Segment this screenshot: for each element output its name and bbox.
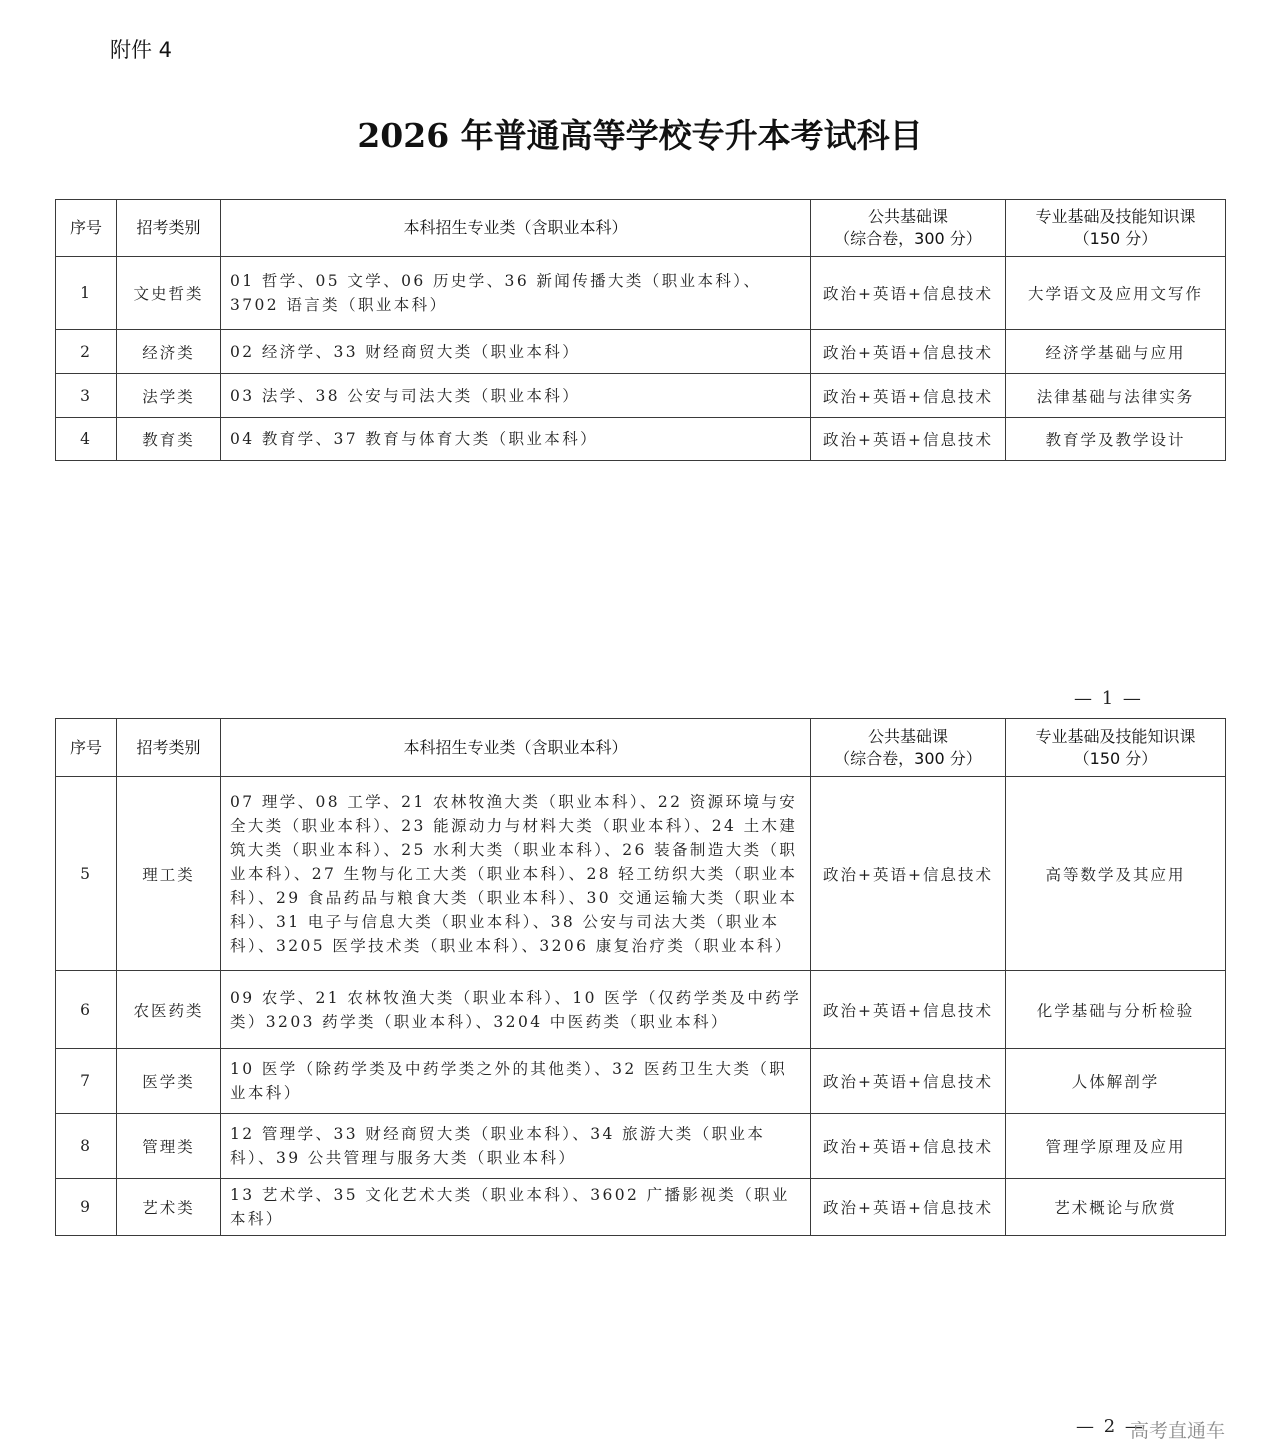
- table-row: [56, 1114, 1226, 1179]
- row-majors: 03 法学、38 公安与司法大类（职业本科）: [221, 374, 811, 418]
- page-number-1: — 1 —: [1074, 688, 1143, 709]
- row-specialty-course: 高等数学及其应用: [1006, 777, 1226, 971]
- row-category: 法学类: [117, 374, 221, 418]
- row-majors: 01 哲学、05 文学、06 历史学、36 新闻传播大类（职业本科）、3702 语言类（职业本科）: [221, 257, 811, 330]
- row-public-course: 政治+英语+信息技术: [811, 330, 1006, 374]
- row-public-course: 政治+英语+信息技术: [811, 1114, 1006, 1179]
- row-majors: 10 医学（除药学类及中药学类之外的其他类）、32 医药卫生大类（职业本科）: [221, 1049, 811, 1114]
- row-index: 1: [56, 257, 117, 330]
- row-category: 管理类: [117, 1114, 221, 1179]
- header-index: 序号: [56, 200, 117, 257]
- watermark-text: 高考直通车: [1130, 1420, 1226, 1442]
- row-index: 7: [56, 1049, 117, 1114]
- row-index: 4: [56, 418, 117, 461]
- row-public-course: 政治+英语+信息技术: [811, 1049, 1006, 1114]
- row-majors: 04 教育学、37 教育与体育大类（职业本科）: [221, 418, 811, 461]
- row-majors: 13 艺术学、35 文化艺术大类（职业本科）、3602 广播影视类（职业本科）: [221, 1179, 811, 1236]
- row-category: 文史哲类: [117, 257, 221, 330]
- header-category: 招考类别: [117, 200, 221, 257]
- table-row: [56, 1049, 1226, 1114]
- row-specialty-course: 艺术概论与欣赏: [1006, 1179, 1226, 1236]
- header-public-course: [811, 719, 1006, 777]
- row-majors: 09 农学、21 农林牧渔大类（职业本科）、10 医学（仅药学类及中药学类）3203 药学类（职业本科）、3204 中医药类（职业本科）: [221, 971, 811, 1049]
- row-specialty-course: 法律基础与法律实务: [1006, 374, 1226, 418]
- row-specialty-course: 管理学原理及应用: [1006, 1114, 1226, 1179]
- table-header-row: [56, 200, 1226, 257]
- row-category: 理工类: [117, 777, 221, 971]
- row-category: 经济类: [117, 330, 221, 374]
- row-index: 6: [56, 971, 117, 1049]
- header-majors: 本科招生专业类（含职业本科）: [221, 200, 811, 257]
- header-specialty-line2: （150 分）: [1073, 748, 1158, 768]
- header-category: 招考类别: [117, 719, 221, 777]
- header-public-line1: 公共基础课: [867, 207, 948, 226]
- row-index: 9: [56, 1179, 117, 1236]
- row-public-course: 政治+英语+信息技术: [811, 418, 1006, 461]
- row-index: 2: [56, 330, 117, 374]
- header-public-course: [811, 200, 1006, 257]
- header-specialty-course: [1006, 200, 1226, 257]
- row-specialty-course: 人体解剖学: [1006, 1049, 1226, 1114]
- row-specialty-course: 经济学基础与应用: [1006, 330, 1226, 374]
- row-public-course: 政治+英语+信息技术: [811, 777, 1006, 971]
- page-number-2: — 2 —: [1076, 1416, 1145, 1437]
- table-row: [56, 418, 1226, 461]
- row-specialty-course: 化学基础与分析检验: [1006, 971, 1226, 1049]
- table-header-row: [56, 719, 1226, 777]
- header-public-line2: （综合卷，300 分）: [834, 748, 982, 768]
- document-title: 2026 年普通高等学校专升本考试科目: [357, 116, 923, 155]
- header-public-line1: 公共基础课: [867, 726, 948, 746]
- row-public-course: 政治+英语+信息技术: [811, 971, 1006, 1049]
- row-category: 医学类: [117, 1049, 221, 1114]
- header-specialty-line1: 专业基础及技能知识课: [1035, 726, 1196, 746]
- row-category: 艺术类: [117, 1179, 221, 1236]
- header-majors: 本科招生专业类（含职业本科）: [221, 719, 811, 777]
- row-majors: 07 理学、08 工学、21 农林牧渔大类（职业本科）、22 资源环境与安全大类（职业本科）、23 能源动力与材料大类（职业本科）、24 土木建筑大类（职业本科）、25 水利大类（职业本科）、26 装备制造大类（职业本科）、27 生物与化工大类（职业本科）、28 轻工纺织大类（职业本科）、29 食品药品与粮食大类（职业本科）、30 交通运输大类（职业本科）、31 电子与信息大类（职业本科）、38 公安与司法大类（职业本科）、3205 医学技术类（职业本科）、3206 康复治疗类（职业本科）: [221, 777, 811, 971]
- row-specialty-course: 教育学及教学设计: [1006, 418, 1226, 461]
- table-row: [56, 374, 1226, 418]
- header-index: 序号: [56, 719, 117, 777]
- table-row: [56, 257, 1226, 330]
- attachment-label: 附件 4: [110, 38, 173, 62]
- table-row: [56, 1179, 1226, 1236]
- row-specialty-course: 大学语文及应用文写作: [1006, 257, 1226, 330]
- row-public-course: 政治+英语+信息技术: [811, 374, 1006, 418]
- header-specialty-course: [1006, 719, 1226, 777]
- table-row: [56, 330, 1226, 374]
- header-specialty-line2: （150 分）: [1073, 229, 1158, 248]
- exam-subjects-table-page-2: [55, 718, 1226, 1236]
- table-row: [56, 777, 1226, 971]
- row-majors: 12 管理学、33 财经商贸大类（职业本科）、34 旅游大类（职业本科）、39 公共管理与服务大类（职业本科）: [221, 1114, 811, 1179]
- row-index: 3: [56, 374, 117, 418]
- row-category: 农医药类: [117, 971, 221, 1049]
- row-public-course: 政治+英语+信息技术: [811, 1179, 1006, 1236]
- row-public-course: 政治+英语+信息技术: [811, 257, 1006, 330]
- header-public-line2: （综合卷，300 分）: [834, 229, 982, 248]
- exam-subjects-table-page-1: [55, 199, 1226, 461]
- row-index: 8: [56, 1114, 117, 1179]
- table-row: [56, 971, 1226, 1049]
- row-category: 教育类: [117, 418, 221, 461]
- row-index: 5: [56, 777, 117, 971]
- header-specialty-line1: 专业基础及技能知识课: [1035, 207, 1196, 226]
- row-majors: 02 经济学、33 财经商贸大类（职业本科）: [221, 330, 811, 374]
